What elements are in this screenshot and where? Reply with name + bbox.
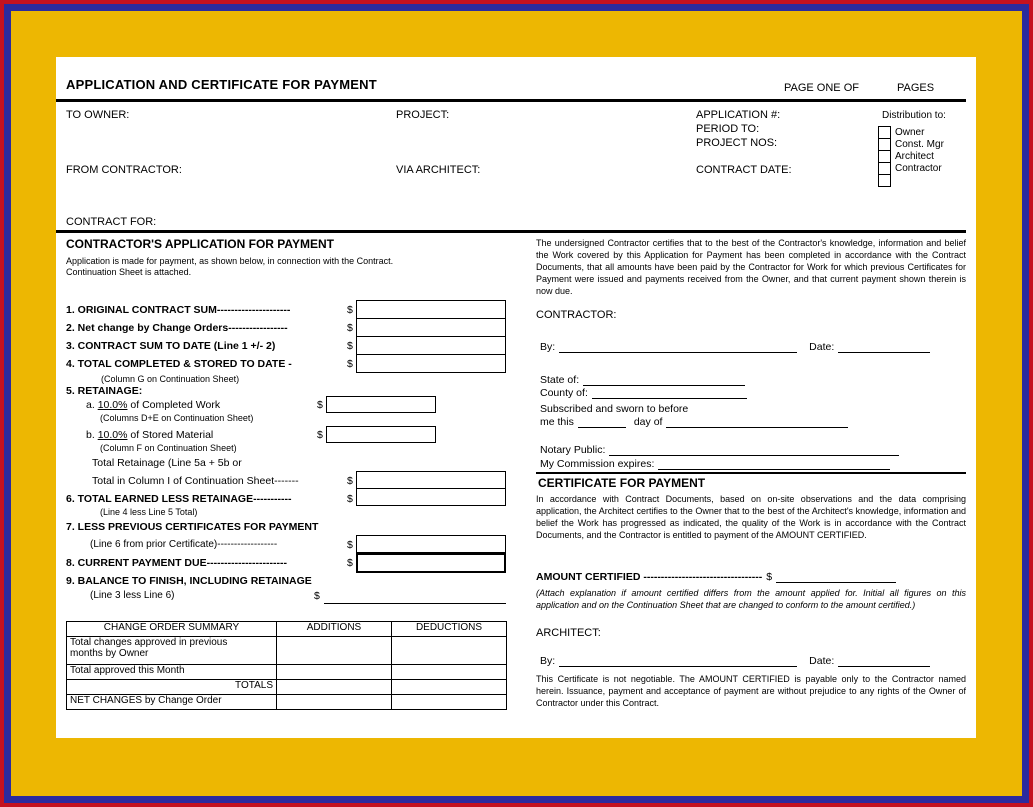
contractor-date-label: Date: [809,341,835,353]
co-previous-additions-cell[interactable] [277,637,392,665]
line5-total-label-2: Total in Column I of Continuation Sheet------- [92,475,299,487]
line5-total-label-1: Total Retainage (Line 5a + 5b or [92,457,242,469]
co-totals-deductions-cell[interactable] [392,680,507,695]
line5-total-dollar: $ [347,475,353,487]
state-of-line[interactable] [583,374,745,386]
form-title: APPLICATION AND CERTIFICATE FOR PAYMENT [66,77,377,92]
amount-certified-row [536,571,896,583]
certificate-paragraph: In accordance with Contract Documents, based on on-site observations and the data comprising application, the Architect certifies to the Owner that to the best of the Architect's knowledge, information and belief the Work has progressed as indicated, the quality of the Work is in accordance with the Contract Documents, and the Contractor is entitled to payment of the AMOUNT CERTIFIED. [536,494,966,541]
co-this-month-label: Total approved this Month [67,665,277,680]
state-of-label: State of: [540,374,580,386]
line5-label: 5. RETAINAGE: [66,385,143,397]
attach-explanation-note: (Attach explanation if amount certified differs from the amount applied for. Initial all figures on this application and on the Continuation Sheet that are changed to conform to the amount certified.) [536,588,966,611]
architect-date-line[interactable] [838,655,930,667]
co-previous-deductions-cell[interactable] [392,637,507,665]
line1-amount-box[interactable] [356,300,506,319]
line5a-label [86,399,220,411]
distribution-row-blank [878,174,944,187]
line5a-dollar: $ [317,399,323,411]
notary-label: Notary Public: [540,444,606,456]
co-previous-label-line1: Total changes approved in previous [70,637,228,648]
line5b-letter: b. [86,429,95,441]
co-header-additions: ADDITIONS [277,622,392,637]
line2-label: 2. Net change by Change Orders----------------- [66,322,288,334]
line4-amount-box[interactable] [356,354,506,373]
commission-label: My Commission expires: [540,458,655,470]
co-header-row [67,622,507,637]
architect-date-label: Date: [809,655,835,667]
contractor-date-line[interactable] [838,341,930,353]
checkbox-const-mgr-label: Const. Mgr [895,139,944,150]
header-rule [56,99,966,102]
project-nos-label: PROJECT NOS: [696,137,778,149]
line8-dollar: $ [347,557,353,569]
state-of-row [540,374,745,386]
commission-row [540,458,890,470]
line7-dollar: $ [347,539,353,551]
contract-date-label: CONTRACT DATE: [696,164,792,176]
line2-amount-box[interactable] [356,318,506,337]
amount-certified-label: AMOUNT CERTIFIED ---------------------------------- [536,571,763,583]
line7-label: 7. LESS PREVIOUS CERTIFICATES FOR PAYMENT [66,521,319,533]
page-one-of-label: PAGE ONE OF [784,82,859,94]
county-of-label: County of: [540,387,588,399]
contractor-label: CONTRACTOR: [536,309,617,321]
month-line[interactable] [666,416,848,428]
application-heading: CONTRACTOR'S APPLICATION FOR PAYMENT [66,237,334,251]
period-to-label: PERIOD TO: [696,123,760,135]
line9-note: (Line 3 less Line 6) [90,590,175,601]
county-of-row [540,387,747,399]
line9-dollar: $ [314,590,320,602]
co-previous-label [67,637,277,665]
line2-dollar: $ [347,322,353,334]
sworn-line-2 [540,416,848,428]
line5a-letter: a. [86,399,95,411]
day-of-label: day of [633,416,663,428]
me-this-label: me this [540,416,574,428]
line6-dollar: $ [347,493,353,505]
co-net-changes-deductions-cell[interactable] [392,695,507,710]
form-page [56,57,976,738]
certificate-section-rule [536,472,966,474]
co-row-net-changes [67,695,507,710]
line5a-amount-box[interactable] [326,396,436,413]
checkbox-blank[interactable] [878,174,891,187]
line7-amount-box[interactable] [356,535,506,553]
line5b-text: of Stored Material [130,429,214,441]
amount-certified-dollar: $ [766,571,773,583]
county-of-line[interactable] [592,387,747,399]
line6-label: 6. TOTAL EARNED LESS RETAINAGE----------- [66,493,292,505]
line4-label: 4. TOTAL COMPLETED & STORED TO DATE - [66,358,292,370]
pages-label: PAGES [896,82,935,94]
line6-note: (Line 4 less Line 5 Total) [100,507,198,517]
checkbox-contractor-label: Contractor [895,163,942,174]
checkbox-owner-label: Owner [895,127,925,138]
application-intro-1: Application is made for payment, as shown below, in connection with the Contract. [66,256,394,266]
co-header-summary: CHANGE ORDER SUMMARY [67,622,277,637]
day-number-line[interactable] [578,416,626,428]
co-this-month-deductions-cell[interactable] [392,665,507,680]
architect-by-line[interactable] [559,655,797,667]
line5b-label [86,429,213,441]
line9-label: 9. BALANCE TO FINISH, INCLUDING RETAINAGE [66,575,312,587]
line5a-text: of Completed Work [130,399,221,411]
from-contractor-label: FROM CONTRACTOR: [66,164,182,176]
line5b-percent[interactable]: 10.0% [97,429,128,441]
line5a-percent[interactable]: 10.0% [97,399,128,411]
line8-amount-box[interactable] [356,553,506,573]
line5a-note: (Columns D+E on Continuation Sheet) [100,413,254,423]
page-count [784,82,934,94]
line6-amount-box[interactable] [356,488,506,506]
notary-line[interactable] [609,444,899,456]
section-rule [56,230,966,233]
line3-dollar: $ [347,340,353,352]
to-owner-label: TO OWNER: [66,109,130,121]
decorative-frame-inner [4,4,1029,803]
application-number-label: APPLICATION #: [696,109,781,121]
checkbox-architect-label: Architect [895,151,934,162]
co-row-previous-months [67,637,507,665]
line4-note: (Column G on Continuation Sheet) [101,374,240,384]
contractor-by-line[interactable] [559,341,797,353]
line3-label: 3. CONTRACT SUM TO DATE (Line 1 +/- 2) [66,340,276,352]
architect-by-label: By: [540,655,556,667]
commission-line[interactable] [658,458,890,470]
co-totals-label: TOTALS [67,680,277,695]
line4-dollar: $ [347,358,353,370]
line1-label: 1. ORIGINAL CONTRACT SUM--------------------- [66,304,291,316]
line7-note: (Line 6 from prior Certificate)------------------ [90,539,278,550]
project-label: PROJECT: [396,109,450,121]
contractor-by-label: By: [540,341,556,353]
line1-dollar: $ [347,304,353,316]
co-net-changes-label: NET CHANGES by Change Order [67,695,277,710]
architect-by-date-row [540,655,930,667]
line5b-dollar: $ [317,429,323,441]
contractor-by-date-row [540,341,930,353]
line9-fill-line[interactable] [324,603,506,604]
co-this-month-additions-cell[interactable] [277,665,392,680]
line3-amount-box[interactable] [356,336,506,355]
via-architect-label: VIA ARCHITECT: [396,164,481,176]
line5-total-amount-box[interactable] [356,471,506,489]
co-previous-label-line2: months by Owner [70,648,149,659]
co-net-changes-additions-cell[interactable] [277,695,392,710]
co-row-this-month [67,665,507,680]
application-intro-2: Continuation Sheet is attached. [66,267,192,277]
contractor-certification-paragraph: The undersigned Contractor certifies that to the best of the Contractor's knowledge, information and belief the Work covered by this Application for Payment has been completed in accordance with the Contract Documents, that all amounts have been paid by the Contractor for Work for which previous Certificates for Payment were issued and payments received from the Owner, and that current payment shown therein is now due. [536,238,966,297]
line5b-amount-box[interactable] [326,426,436,443]
co-totals-additions-cell[interactable] [277,680,392,695]
certificate-footer-paragraph: This Certificate is not negotiable. The AMOUNT CERTIFIED is payable only to the Contractor named herein. Issuance, payment and acceptance of payment are without prejudice to any rights of the Owner of Contractor under this Contract. [536,674,966,709]
contract-for-label: CONTRACT FOR: [66,216,157,228]
distribution-to-label: Distribution to: [882,110,946,121]
line8-label: 8. CURRENT PAYMENT DUE----------------------- [66,557,288,569]
distribution-checkboxes [878,126,944,187]
co-row-totals [67,680,507,695]
notary-row [540,444,899,456]
sworn-line-1: Subscribed and sworn to before [540,403,689,415]
co-header-deductions: DEDUCTIONS [392,622,507,637]
change-order-summary-table [66,621,507,710]
certificate-heading: CERTIFICATE FOR PAYMENT [538,476,706,490]
line5b-note: (Column F on Continuation Sheet) [100,443,237,453]
amount-certified-line[interactable] [776,571,896,583]
architect-label: ARCHITECT: [536,627,601,639]
